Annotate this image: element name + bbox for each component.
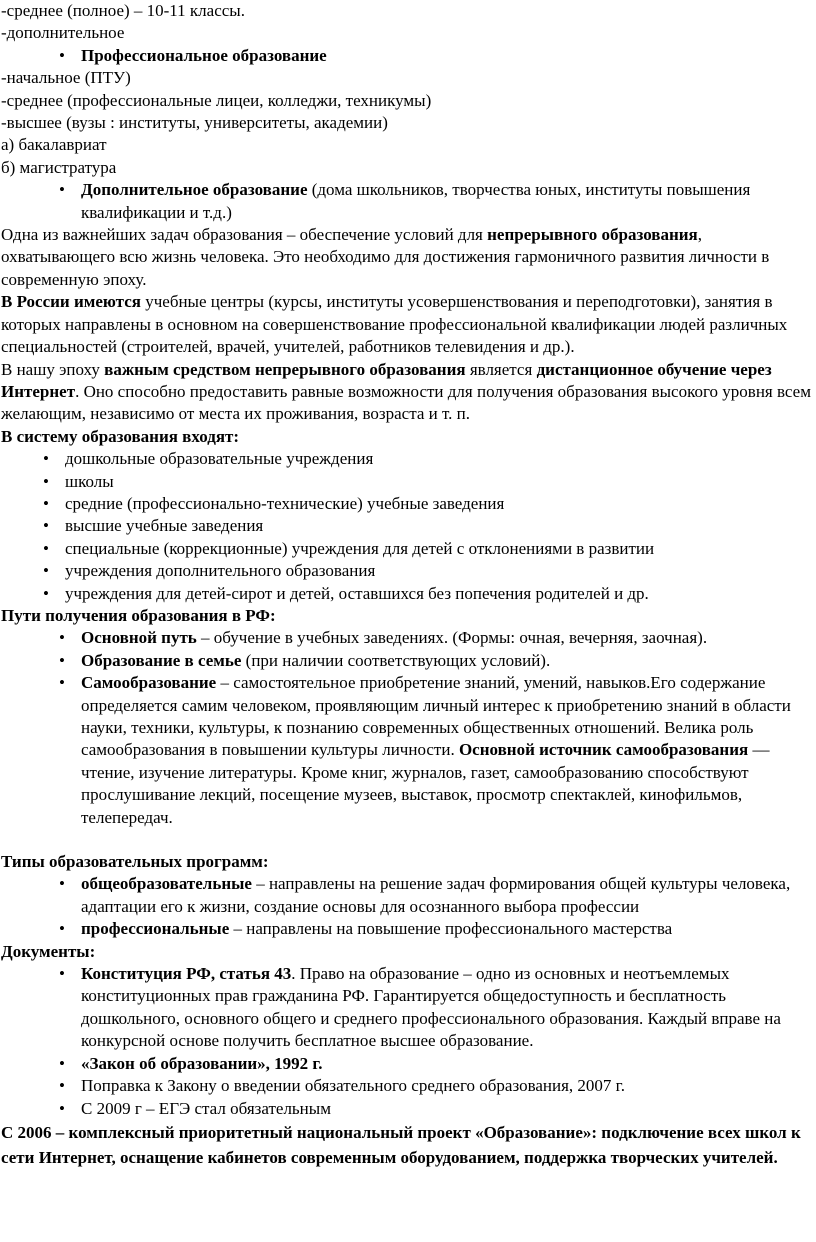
paragraph-text: , охватывающего всю жизнь человека. Это необходимо для достижения гармоничного развития личности в современную эпоху. (1, 225, 770, 289)
bold-term: Образование в семье (81, 650, 242, 670)
section-heading: Дополнительное образование (81, 180, 308, 200)
bullet-text: — чтение, изучение литературы. Кроме книг, журналов, газет, самообразованию способствуют прослушивание лекций, посещение музеев, выставок, просмотр спектаклей, кинофильмов, телепередач. (81, 740, 770, 827)
bullet-text: – обучение в учебных заведениях. (Формы: очная, вечерняя, заочная). (196, 628, 708, 648)
bullet-text: – самостоятельное приобретение знаний, умений, навыков.Его содержание определяется самим человеком, проявляющим личный интерес к приобретению знаний в области науки, техники, культуры, к познанию современных общественных отношений. Велика роль самообразования в повышении культуры личности. (81, 673, 791, 760)
programs-heading (1, 851, 811, 873)
russia-paragraph (1, 291, 811, 358)
list-item: • специальные (коррекционные) учреждения для детей с отклонениями в развитии (65, 538, 811, 560)
professional-education-levels (1, 67, 811, 179)
continuous-education-paragraph (1, 224, 811, 291)
bullet-item (81, 45, 811, 67)
bullet-item (81, 179, 811, 224)
paths-heading (1, 605, 811, 627)
bold-term: Основной источник самообразования (458, 740, 749, 760)
section-heading: Типы образовательных программ: (1, 852, 269, 872)
bold-term: Конституция РФ, статья 43 (81, 964, 292, 984)
paragraph-text: Одна из важнейших задач образования – обеспечение условий для (1, 225, 488, 245)
paragraph-text: учебные центры (курсы, институты усовершенствования и переподготовки), занятия в которых направлены в основном на совершенствование профессиональной квалификации людей различных специальностей (строителей, врачей, учителей, работников телевидения и др.). (1, 292, 788, 357)
bold-term: профессиональные (81, 919, 230, 939)
list-item: • дошкольные образовательные учреждения (65, 448, 811, 470)
section-heading: Документы: (1, 941, 96, 961)
list-item: • учреждения для детей-сирот и детей, оставшихся без попечения родителей и др. (65, 583, 811, 605)
list-item: • школы (65, 471, 811, 493)
text-line: -дополнительное (1, 23, 125, 43)
bold-term: Самообразование (81, 673, 217, 693)
text-line: -среднее (полное) – 10-11 классы. (1, 1, 245, 20)
section-heading: Профессиональное образование (81, 45, 327, 65)
general-education-tail (1, 0, 811, 45)
text-line: -среднее (профессиональные лицеи, колледжи, техникумы) (1, 90, 432, 110)
bold-term: дистанционное обучение через Интернет (1, 359, 772, 401)
programs-list (1, 873, 811, 940)
bold-term: Основной путь (81, 628, 197, 648)
list-item: • учреждения дополнительного образования (65, 560, 811, 582)
list-item (81, 650, 811, 672)
text-line: -высшее (вузы : институты, университеты, академии) (1, 113, 388, 133)
documents-list (1, 963, 811, 1120)
bullet-text: – направлены на повышение профессионального мастерства (229, 919, 673, 939)
national-project-paragraph: С 2006 – комплексный приоритетный национальный проект «Образование»: подключение всех школ к сети Интернет, оснащение кабинетов современным оборудованием, поддержка творческих учителей. (1, 1122, 801, 1167)
list-item (81, 1053, 811, 1075)
text-line: -начальное (ПТУ) (1, 68, 131, 88)
text-line: б) магистратура (1, 157, 117, 177)
list-item (81, 672, 811, 829)
text-line: а) бакалавриат (1, 135, 107, 155)
documents-heading (1, 941, 811, 963)
professional-education-heading-list (1, 45, 811, 67)
bold-term: непрерывного образования (487, 225, 698, 245)
section-heading: Пути получения образования в РФ: (1, 605, 276, 625)
system-list (1, 448, 811, 605)
additional-education-list (1, 179, 811, 224)
system-heading (1, 426, 811, 448)
list-item: • С 2009 г – ЕГЭ стал обязательным (81, 1098, 811, 1120)
paragraph-text: В нашу эпоху (1, 359, 105, 379)
section-heading: В систему образования входят: (1, 426, 240, 446)
bullet-text: . Право на образование – одно из основных и неотъемлемых конституционных прав гражданина РФ. Гарантируется общедоступность и бесплатность дошкольного, основного общего и среднего профессионального образования. Каждый вправе на конкурсной основе получить бесплатное высшее образование. (81, 964, 781, 1051)
bold-term: общеобразовательные (81, 874, 252, 894)
bold-term: важным средством непрерывного образования (104, 359, 466, 379)
paths-list (1, 627, 811, 829)
bullet-text: (при наличии соответствующих условий). (241, 650, 551, 670)
bold-term: В России имеются (1, 292, 141, 312)
list-item (81, 627, 811, 649)
paragraph-text: является (465, 359, 537, 379)
list-item (81, 963, 811, 1053)
distance-learning-paragraph (1, 359, 811, 426)
list-item: • высшие учебные заведения (65, 515, 811, 537)
list-item (81, 918, 811, 940)
list-item: • Поправка к Закону о введении обязательного среднего образования, 2007 г. (81, 1075, 811, 1097)
bold-term: «Закон об образовании», 1992 г. (81, 1053, 323, 1073)
bullet-text: – направлены на решение задач формирования общей культуры человека, адаптации его к жизни, создание основы для осознанного выбора профессии (81, 874, 791, 916)
paragraph-text: . Оно способно предоставить равные возможности для получения образования высокого уровня всем желающим, независимо от места их проживания, возраста и т. п. (1, 381, 811, 424)
list-item (81, 873, 811, 918)
bullet-text: (дома школьников, творчества юных, институты повышения квалификации и т.д.) (81, 180, 751, 222)
list-item: • средние (профессионально-технические) учебные заведения (65, 493, 811, 515)
blank-line (1, 829, 811, 851)
